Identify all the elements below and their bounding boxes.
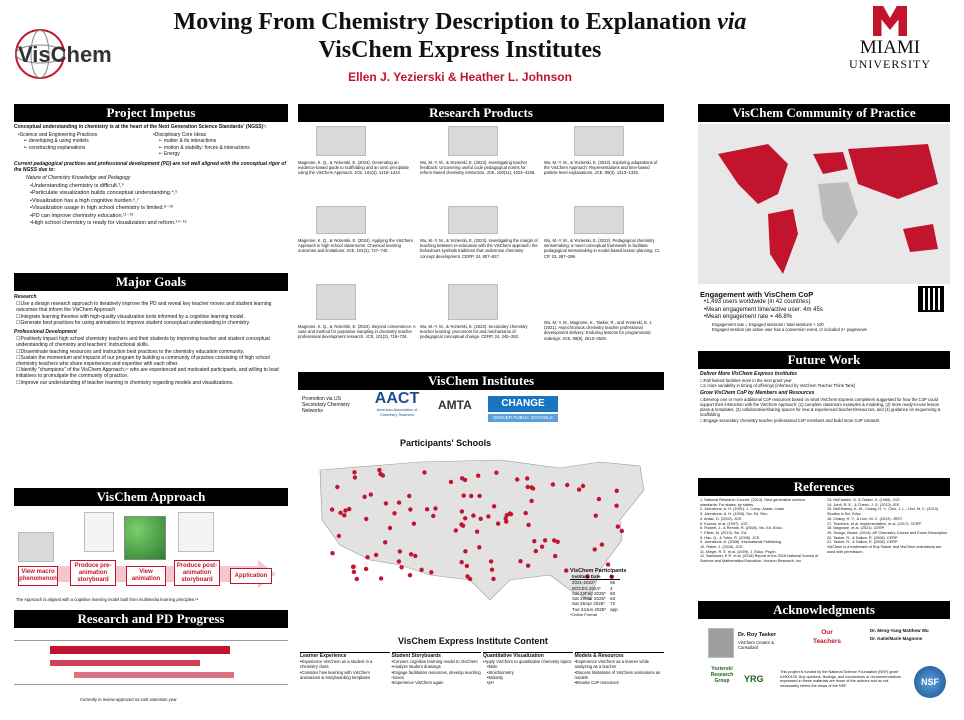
impetus-right-list	[153, 132, 288, 157]
macro-phenomenon-image	[18, 532, 54, 562]
approach-caption: The Approach is aligned with a cognitive learning model built from multimedia learning principles.¹⁸	[16, 597, 199, 602]
amta-logo: AMTA	[438, 398, 472, 412]
impetus-right-item: • ◦ matter & its interactions	[159, 138, 288, 144]
participant-pin	[465, 564, 469, 568]
reference-item: 20. Tasker, R., & Dalton, R. (2006). CERP.	[827, 535, 898, 540]
reference-item: 12. Banilower, E.R. et al. (2018) Report of the 2018 National Survey of Science and Mathematics Education. Horizon Research, Inc.	[700, 554, 819, 564]
participant-pin	[364, 517, 368, 521]
participant-pin	[388, 526, 392, 530]
participant-pin	[407, 494, 411, 498]
title-via: via	[717, 9, 747, 35]
reference-item: 17. Teachers, et al. Implementation, et al. (2017). CERP.	[827, 521, 922, 526]
table-header: Institute Date	[572, 574, 601, 579]
impetus-right-item: • ◦ Energy	[159, 151, 288, 157]
table-cell: 4	[610, 585, 613, 591]
content-item: • Analyze student drawings	[392, 664, 482, 669]
participant-pin	[454, 528, 458, 532]
impetus-p1: Conceptual understanding in chemistry is at the heart of the Next Generation Science Standards' (NGSS)¹:	[14, 124, 267, 130]
table-note: *Online Format	[570, 612, 597, 618]
participant-pin	[365, 555, 369, 559]
goals-pd-item: ☐ Identify "champions" of the VisChem Approach,¹⁷ who are experienced and motivated participants, and willing to lead initiatives to promulgate the community of practice.	[16, 367, 288, 379]
impetus-bullet: • High school chemistry is ready for visualization and reform.¹⁴⁻¹⁶	[30, 220, 288, 228]
participant-pin	[460, 476, 464, 480]
future-sub2: Grow VisChem CoP by Members and Resources	[700, 389, 815, 396]
reference-item: 16. Chang, H. Y., & Linn, M. C. (2013). JRST.	[827, 516, 903, 521]
step-view-macro: View macro phenomenon	[18, 566, 58, 586]
change-logo: CHANGE	[488, 396, 558, 412]
participant-pin	[551, 482, 555, 486]
participant-pin	[552, 538, 556, 542]
participant-pin	[526, 564, 530, 568]
impetus-left-item: • ◦ constructing explanations	[24, 145, 153, 151]
participant-pin	[463, 549, 467, 553]
teachers-label: Our Teachers	[812, 629, 842, 645]
engagement-note: Engagement rate = Engaged sessions / total sessions × 100	[712, 321, 824, 327]
participant-pin	[491, 577, 495, 581]
world-map-graphic	[698, 124, 950, 284]
content-item: • Consider how learning with VisChem animations & storyboarding templates	[300, 670, 390, 680]
participant-pin	[374, 553, 378, 557]
reference-item: VisChem is a trademark of Roy Tasker and VisChem animations are used with permission.	[827, 545, 942, 554]
reference-item: 3. Johnstone, A. H. (1993). Sci. Ed. Rev.	[700, 512, 768, 517]
engagement-item: • Mean engagement time/active user: 4m 45s	[704, 307, 950, 315]
reference-item: 8. Hao, Q., & Tobin, R. (2008). JCE.	[700, 535, 761, 540]
map-region-na	[718, 144, 788, 204]
participant-pin	[460, 560, 464, 564]
participant-pin	[408, 507, 412, 511]
participant-pin	[353, 475, 357, 479]
aact-logo-subtext: American Association of Chemistry Teachers	[376, 408, 418, 417]
product-image	[574, 206, 624, 234]
table-cell: Sat 29Mar 2025*	[572, 596, 606, 602]
participant-pin	[459, 522, 463, 526]
step-pre-storyboard: Produce pre-animation storyboard	[70, 560, 116, 586]
step-post-storyboard: Produce post-animation storyboard	[174, 560, 220, 586]
participant-pin	[565, 483, 569, 487]
participants-table-title: VisChem Participants	[570, 568, 627, 574]
participant-pin	[449, 480, 453, 484]
future-sub1: Deliver More VisChem Express Institutes	[700, 371, 798, 377]
goals-research-item: ☐ Generate best practices for using animations to improve student conceptual understanding in chemistry.	[16, 320, 288, 326]
impetus-p2: Current pedagogical practices and professional development (PD) are not well aligned with the conceptual rigor of the NGSS due to:	[14, 161, 286, 174]
content-item: • Experience VisChem again	[392, 680, 482, 685]
progress-timeline	[14, 632, 288, 694]
map-region-eu	[813, 152, 848, 174]
content-item: • pH	[487, 680, 573, 685]
goals-research-item: ☐ Use a design research approach to iteratively improve the PD and reveal key teacher moves and student learning outcomes that inform the VisChem Approach	[16, 301, 288, 313]
goals-pd-item: ☐ Positively impact high school chemistry teachers and their students by improving teacher and student conceptual understanding of chemistry and teachers' instructional skills.	[16, 336, 288, 348]
goals-pd-item: ☐ Improve our understanding of teacher learning in chemistry regarding models and visualizations.	[16, 380, 288, 386]
engagement-item: • Mean engagement rate = 46.8%	[704, 314, 950, 322]
participant-pin	[526, 523, 530, 527]
content-column	[392, 652, 482, 685]
participant-pin	[338, 511, 342, 515]
reference-item: 1. National Research Council. (2013). Next generation science standards: For states, by states.	[700, 498, 806, 507]
table-cell: 63	[610, 596, 616, 602]
reference-item: 2. Johnstone, A. H. (1991). J. Comp. Assist. Learn.	[700, 507, 786, 512]
impetus-right-item: • ◦ motion & stability: forces & interactions	[159, 145, 288, 151]
nsf-logo-text: NSF	[921, 677, 939, 687]
section-header-goals: Major Goals	[14, 273, 288, 291]
participant-pin	[615, 489, 619, 493]
engagement-item: • 1,493 users worldwide (in 42 countries)	[704, 299, 950, 307]
impetus-nature: Nature of Chemistry Knowledge and Pedagogy	[26, 175, 131, 182]
participant-pin	[531, 486, 535, 490]
participant-pin	[594, 514, 598, 518]
content-item: • Browse CoP resources	[575, 680, 665, 685]
reference-item: 13. McFadden, D. & Tasker, K. (1988). JCE.	[827, 498, 901, 502]
participant-pin	[477, 545, 481, 549]
product-citation: Magnone, K. Q., & Yezierski, E. (2024). Applying the VisChem Approach in high school classrooms: Chemical learning outcomes and limitations. JCE, 101(3), 727–740.	[298, 238, 413, 254]
participant-pin	[469, 494, 473, 498]
impetus-left-item: • Science and Engineering Practices	[18, 132, 153, 138]
table-cell: 66	[610, 580, 616, 586]
product-image	[448, 206, 498, 234]
participant-pin	[425, 507, 429, 511]
product-citation: Wu, M.-Y. M., & Yezierski, E. (2022). Pedagogical chemistry sensemaking: a novel conceptual framework to facilitate pedagogical sensemaking in model-based lesson planning. CI, CP, 23, 287–299.	[544, 238, 661, 259]
content-column-head: Quantitative Visualization	[483, 653, 544, 659]
participant-pin	[399, 565, 403, 569]
participant-pin	[518, 559, 522, 563]
vischem-logo-text: VisChem	[18, 42, 112, 67]
participant-pin	[409, 552, 413, 556]
participant-pin	[515, 477, 519, 481]
section-header-future: Future Work	[698, 351, 950, 369]
participant-pin	[422, 470, 426, 474]
miami-logo-line2: UNIVERSITY	[849, 57, 931, 71]
participant-pin	[383, 540, 387, 544]
product-citation: Wu, M.-Y. M., Magnone, K., Tasker, R., and Yezierski, E. J. (2021). Asynchronous chemistry teacher professional development delivery: Enduring lessons for programmatic redesign. JCE, 98(8), 2510–2528.	[544, 320, 653, 341]
participant-pin	[543, 538, 547, 542]
participant-pin	[564, 568, 568, 572]
participant-pin	[508, 511, 512, 515]
yrg-logo: YRG	[744, 674, 764, 684]
participant-pin	[606, 562, 610, 566]
participant-pin	[352, 470, 356, 474]
participant-pin	[351, 565, 355, 569]
section-header-progress: Research and PD Progress	[14, 610, 288, 628]
participant-pin	[593, 547, 597, 551]
product-image	[574, 126, 624, 156]
content-column-head: Models & Resources	[574, 653, 624, 659]
content-item: • Discuss limitations of VisChem animations as models	[575, 670, 665, 680]
participant-pin	[490, 568, 494, 572]
participant-pin	[534, 549, 538, 553]
product-citation: Wu, M.-Y. M., & Yezierski, E. (2022). Exploring adaptations of the VisChem Approach: Representations and time-based particle-level explanations. JCE, 99(3), 1313–1325.	[544, 160, 658, 176]
participant-pin	[476, 474, 480, 478]
participant-pin	[413, 554, 417, 558]
references-right	[827, 498, 950, 564]
future-item: ☐ 1 more variability in timing of offerings (informed by VisChem Teacher Think Tank)	[700, 383, 950, 388]
wu-name: Dr. Meng-Yang Matthew Wu	[870, 628, 929, 633]
participant-pin	[471, 513, 475, 517]
content-column	[575, 652, 665, 685]
participant-pin	[462, 493, 466, 497]
participant-pin	[620, 529, 624, 533]
content-item: • Experience VisChem as a student in a chemistry class	[300, 659, 390, 669]
participant-pin	[429, 570, 433, 574]
participant-pin	[408, 573, 412, 577]
product-image	[316, 284, 356, 320]
goals-pd-label: Professional Development	[14, 329, 77, 336]
participant-pin	[335, 485, 339, 489]
reference-item: 19. Scrugs, Board. (2014). AP Chemistry Course and Exam Description.	[827, 530, 949, 535]
impetus-bullet: • Understanding chemistry is difficult.²,³	[30, 183, 288, 191]
section-header-ack: Acknowledgments	[698, 601, 950, 619]
participant-pin	[355, 577, 359, 581]
participant-pin	[352, 570, 356, 574]
participant-pin	[397, 559, 401, 563]
timeline-bar	[74, 672, 234, 678]
tasker-photo	[708, 628, 734, 658]
participant-pin	[377, 468, 381, 472]
authors: Ellen J. Yezierski & Heather L. Johnson	[348, 70, 572, 84]
approach-figure	[14, 510, 288, 596]
future-item: ☐ Engage secondary chemistry teacher professional CoP members and build more CoP contacts	[700, 418, 950, 423]
engagement-block	[700, 290, 950, 332]
product-citation: Wu, M.-Y. M., & Yezierski, E. (2023). Secondary chemistry teacher learning: precursors for and mechanisms of pedagogical conceptual change. CERP, 24, 245–262.	[420, 324, 528, 340]
tasker-name: Dr. Roy Tasker	[738, 632, 777, 638]
participant-pin	[597, 497, 601, 501]
participant-pin	[463, 516, 467, 520]
impetus-left-list	[18, 132, 153, 157]
product-image	[448, 284, 498, 320]
product-image	[316, 206, 366, 234]
table-cell: BOCES 2024*	[572, 585, 601, 591]
section-header-community: VisChem Community of Practice	[698, 104, 950, 122]
table-cell: 60	[610, 590, 616, 596]
content-columns	[300, 652, 664, 685]
future-item: ☐ Fall federal facilities more in the next grant year	[700, 378, 950, 383]
participants-table-grid	[570, 574, 620, 612]
goals-pd-list	[16, 336, 288, 386]
aact-logo	[368, 390, 426, 424]
table-cell: Sat 22Feb 2025*	[572, 590, 606, 596]
impetus-body	[14, 124, 288, 228]
participant-pin	[342, 513, 346, 517]
participant-pin	[460, 509, 464, 513]
reference-item: 7. Elliott, M. (2013). Sci. Ed.	[700, 530, 748, 535]
content-item: • Mole	[487, 664, 573, 669]
product-citation: Wu, M.-Y. M., & Yezierski, E. (2023). Investigating teacher feedback: Uncovering useful code pedagogical norms for reform-based chemistry instruction. JCE, 100(11), 4224–4236.	[420, 160, 536, 176]
section-header-approach: VisChem Approach	[14, 488, 288, 506]
participant-pin	[379, 576, 383, 580]
content-item: • Molarity	[487, 675, 573, 680]
tasker-role: VisChem Creator & Consultant	[738, 640, 774, 651]
progress-caption: Currently in review-approved no-cost extension year	[80, 697, 177, 702]
references-body	[700, 498, 950, 564]
participant-pin	[362, 495, 366, 499]
products-grid	[298, 124, 664, 364]
partner-logos	[368, 390, 664, 426]
qr-code-icon	[918, 286, 944, 312]
content-item: • Stoichiometry	[487, 670, 573, 675]
participant-pin	[475, 530, 479, 534]
reference-item: 21. Tasker, R., & Dalton, R. (2008). CERP.	[827, 540, 898, 545]
impetus-bullet: • Visualization usage in high school chemistry is limited.⁸⁻¹⁰	[30, 205, 288, 213]
participants-map-title: Participants' Schools	[400, 438, 492, 448]
participant-pin	[433, 506, 437, 510]
participant-pin	[384, 501, 388, 505]
map-region-au	[903, 224, 938, 252]
reference-item: 6. Rickert, J., & Rennie, R. (2008). Vis. Ed. Educ.	[700, 526, 783, 531]
impetus-right-item: • Disciplinary Core Ideas	[153, 132, 288, 138]
participant-pin	[419, 568, 423, 572]
content-item: • Apply VisChem to quantitative chemistry topics	[483, 659, 573, 664]
timeline-bar	[50, 660, 200, 666]
participant-pin	[525, 476, 529, 480]
vischem-logo	[12, 28, 112, 86]
participant-pin	[468, 577, 472, 581]
miami-m-icon	[873, 6, 907, 36]
content-item: • Engage facilitation resources, develop teaching moves	[392, 670, 482, 680]
content-column-head: Student Storyboards	[391, 653, 441, 659]
research-group-label: Yezierski Research Group	[710, 666, 734, 684]
participant-pin	[524, 511, 528, 515]
storyboard-post-image	[178, 512, 214, 552]
miami-logo	[830, 6, 950, 86]
participant-pin	[431, 514, 435, 518]
participant-pin	[581, 484, 585, 488]
participant-pin	[369, 492, 373, 496]
reference-item: 11. Mayer, R. E. et al. (2009). J. Educ. Psych.	[700, 549, 777, 554]
nsf-logo-icon	[914, 666, 946, 698]
ack-body	[700, 622, 950, 714]
participant-pin	[343, 508, 347, 512]
content-item: • Experience VisChem as a learner while analyzing as a teacher	[575, 659, 665, 669]
poster-title	[120, 8, 800, 64]
section-header-products: Research Products	[298, 104, 664, 122]
participants-table	[570, 568, 662, 617]
timeline-bar	[50, 646, 230, 654]
participant-pin	[600, 542, 604, 546]
participant-pin	[479, 517, 483, 521]
world-map	[698, 124, 950, 284]
magnone-name: Dr. Katie/Marie Magnone	[870, 636, 923, 641]
participant-pin	[364, 567, 368, 571]
participant-pin	[330, 551, 334, 555]
product-citation: Magnone, K. Q., & Yezierski, E. (2024). Generating an evidence-based guide to scaffolding and an ionic precipitate using the VisChem Approach. JCE, 101(4), 1418–1424.	[298, 160, 409, 176]
table-row	[570, 580, 620, 586]
table-header: N	[610, 574, 614, 579]
reference-item: 4. Ardac, D. (2002). JCE.	[700, 516, 743, 521]
content-column-head: Learner Experience	[300, 653, 347, 659]
product-image	[448, 126, 498, 156]
reference-item: 10. Raker, J. (2016). JCE.	[700, 545, 744, 550]
reference-item: 14. Jordi, R. E., & Chesh, J. G. (2022). IEE.	[827, 502, 901, 507]
participant-pin	[496, 521, 500, 525]
impetus-left-item: • ◦ developing & using models	[24, 138, 153, 144]
goals-pd-item: ☐ Sustain the momentum and impacts of our program by building a community of practice consisting of high school chemistry teachers who share experiences and expertise with each other.	[16, 355, 288, 367]
map-region-as	[848, 144, 938, 199]
reference-item: 9. Johnstone, A. (2008). International Publishing.	[700, 540, 782, 545]
participant-pin	[494, 471, 498, 475]
participant-pin	[504, 519, 508, 523]
participant-pin	[489, 559, 493, 563]
step-view-animation: View animation	[126, 566, 166, 586]
step-application: Application	[230, 568, 272, 584]
map-region-af	[818, 182, 858, 244]
goals-body	[14, 294, 288, 386]
participant-pin	[529, 499, 533, 503]
participant-pin	[412, 522, 416, 526]
future-item: ☐ Develop one or more additional CoP resources based on what VisChem Express completers suggested for how the CoP could support their instruction with the VisChem Approach: (1) complete classroom examples & modeling, (2) more ready-to-use lesson plans & templates, (3) collaborative/sharing spaces for new & experienced teachers/resources, and (4) guidance on sequencing & scaffolding	[700, 397, 950, 418]
participant-pin	[397, 500, 401, 504]
engagement-note: Engaged session (an active user has a conversion event, or included 2+ pageviews	[712, 326, 867, 332]
engagement-title: Engagement with VisChem CoP	[700, 290, 814, 299]
aact-logo-text: AACT	[374, 390, 420, 407]
participant-pin	[553, 554, 557, 558]
impetus-bullet: • Particulate visualization builds conceptual understanding.⁴,⁵	[30, 190, 288, 198]
participant-pin	[486, 514, 490, 518]
storyboard-image	[84, 512, 114, 552]
goals-research-list	[16, 301, 288, 326]
impetus-bullet: • Visualization has a high cognitive burden.⁶,⁷	[30, 198, 288, 206]
participant-pin	[526, 485, 530, 489]
miami-logo-line1: MIAMI	[859, 37, 921, 58]
reference-item: 5. Kozma, et al. (1997). JCE.	[700, 521, 749, 526]
reference-item: 18. Magnone, et al. (2021). CERP.	[827, 526, 885, 531]
participant-pin	[616, 524, 620, 528]
table-cell: Tue 24Jun 2025*	[572, 606, 607, 612]
product-image	[316, 126, 366, 156]
participant-pin	[337, 534, 341, 538]
impetus-bullet: • PD can improve chemistry education.¹¹⁻¹³	[30, 213, 288, 221]
references-left	[700, 498, 823, 564]
future-body	[700, 372, 950, 423]
title-line2: VisChem Express Institutes	[318, 37, 602, 63]
content-item: • Connect cognitive learning model to VisChem	[392, 659, 482, 664]
map-region-sa	[768, 209, 798, 274]
participant-pin	[477, 494, 481, 498]
goals-pd-item: ☐ Disseminate teaching resources and instruction best practices to the chemistry education community.	[16, 349, 288, 355]
dps-logo: DENVER PUBLIC SCHOOLS	[488, 414, 558, 422]
participant-pin	[330, 507, 334, 511]
participant-pin	[492, 504, 496, 508]
goals-research-label: Research	[14, 294, 37, 300]
impetus-bullets	[30, 183, 288, 228]
section-header-institutes: VisChem Institutes	[298, 372, 664, 390]
participant-pin	[577, 487, 581, 491]
participant-pin	[540, 545, 544, 549]
section-header-references: References	[698, 478, 950, 496]
goals-research-item: ☐ Integrate learning theories with high-quality visualization tools informed by a cognitive learning model.	[16, 314, 288, 320]
reference-item: 15. McElhaney, K. W., Chang, H. Y., Chiu, J. L., Linn, M. C. (2014). Studies in Sci. Educ.	[827, 507, 940, 517]
institutes-promo: Promotion via US Secondary Chemistry Networks	[302, 396, 350, 414]
content-column	[483, 652, 573, 685]
participant-pin	[392, 511, 396, 515]
table-cell: 72	[610, 601, 616, 607]
table-cell: Sat 26Apr 2025*	[572, 601, 606, 607]
animation-image	[124, 516, 166, 560]
table-row	[570, 601, 620, 606]
participant-pin	[532, 539, 536, 543]
funding-statement: This project is funded by the National Science Foundation (NSF) grant #1900126. Any opinions, findings, and conclusions or recommendations expressed in these materials are those of the authors and do not necessarily reflect the views of the NSF.	[780, 670, 901, 688]
content-title: VisChem Express Institute Content	[398, 636, 548, 646]
participant-pin	[614, 504, 618, 508]
product-citation: Wu, M.-Y. M., & Yezierski, E. (2023). Investigating the margin of teaching between re-education with the VisChem approach: the behaviours symbols traditions that undermine chemistry concept development. CERP, 24, 807–827.	[420, 238, 538, 259]
participant-pin	[398, 549, 402, 553]
content-column	[300, 652, 390, 685]
table-cell: 2021-2022*	[572, 580, 596, 586]
participant-pin	[378, 472, 382, 476]
table-cell: app	[610, 606, 618, 612]
section-header-impetus: Project Impetus	[14, 104, 288, 122]
product-citation: Magnone, K. Q., & Yezierski, E. (2024). Beyond convenience: A case and method for purposive sampling in chemistry teacher professional development research. JCE, 101(3), 718–726.	[298, 324, 416, 340]
title-line1: Moving From Chemistry Description to Explanation	[173, 9, 712, 35]
